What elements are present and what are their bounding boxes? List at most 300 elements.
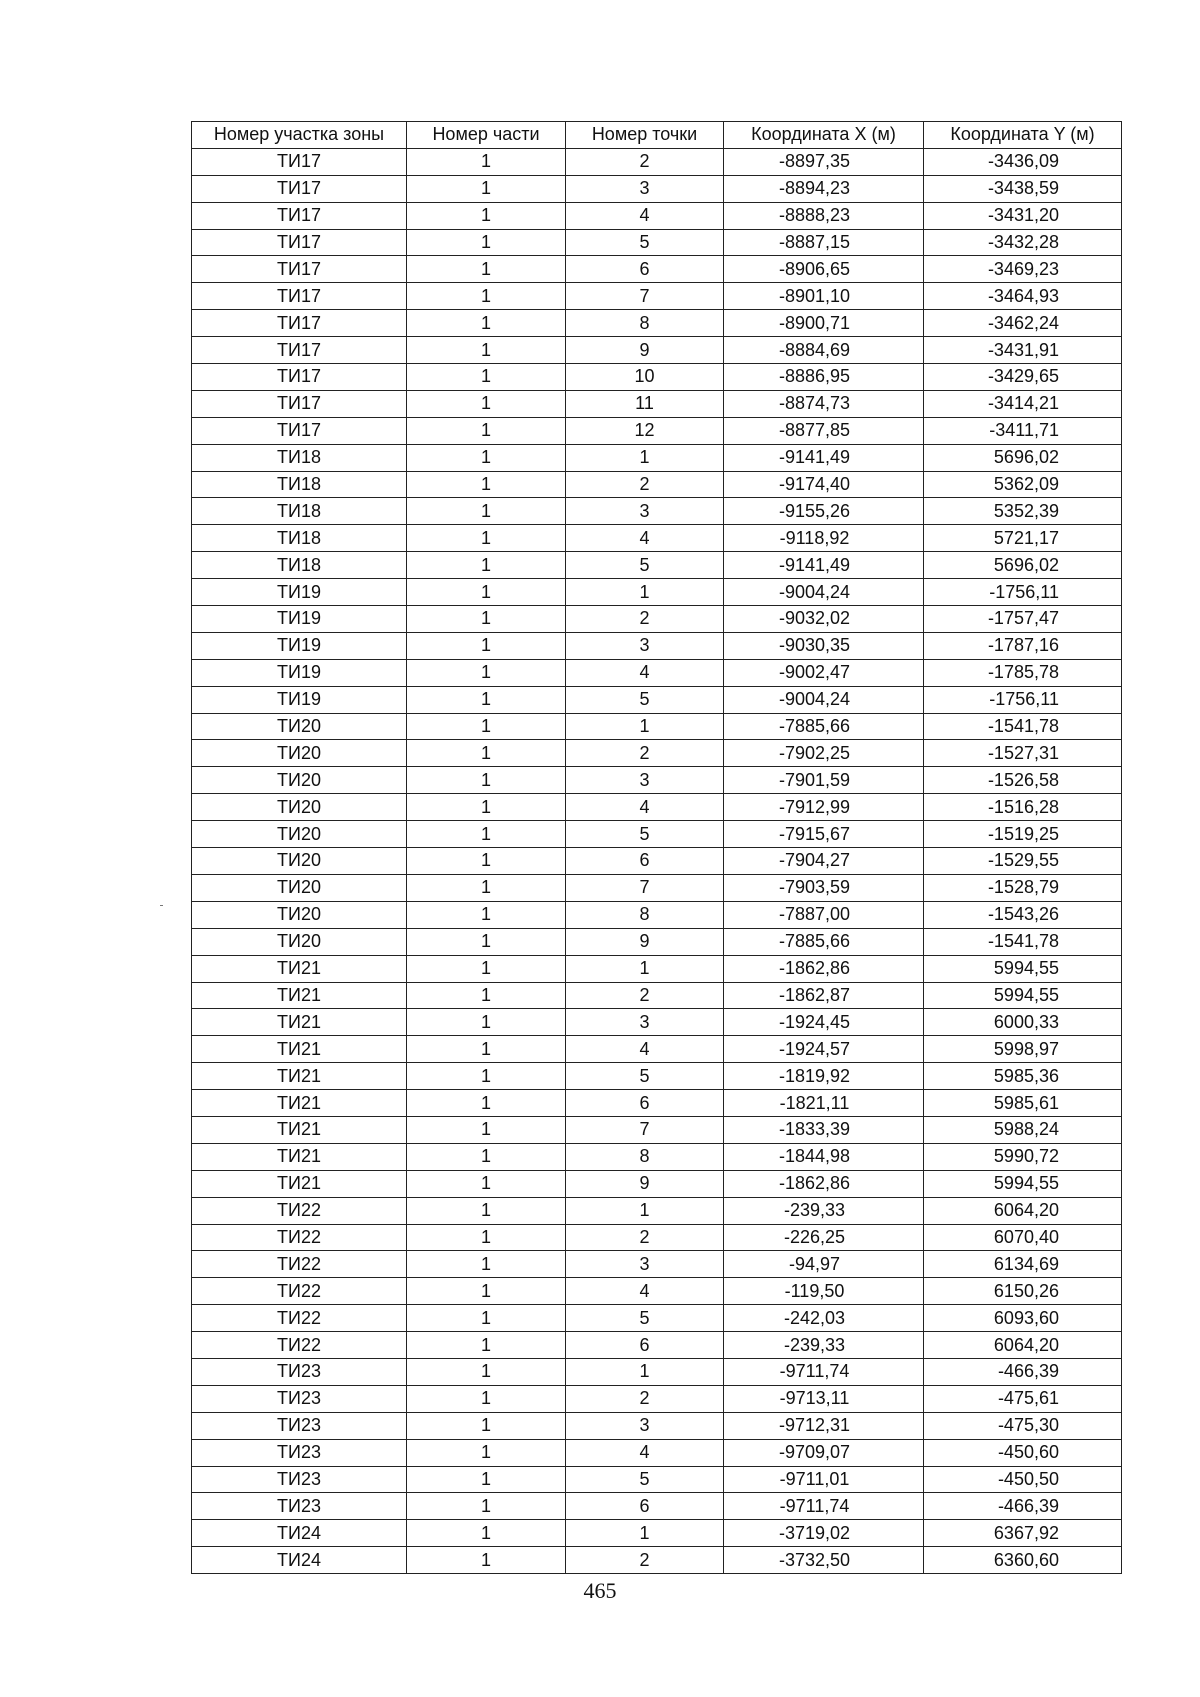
- coordinate-y-cell: 5352,39: [924, 498, 1122, 525]
- table-row: [192, 1305, 1122, 1332]
- zone-cell: ТИ23: [192, 1466, 407, 1493]
- zone-cell: ТИ20: [192, 713, 407, 740]
- zone-cell: ТИ23: [192, 1439, 407, 1466]
- coordinate-y-cell: 6064,20: [924, 1197, 1122, 1224]
- part-cell: 1: [407, 202, 566, 229]
- part-cell: 1: [407, 606, 566, 633]
- zone-cell: ТИ21: [192, 1063, 407, 1090]
- table-row: [192, 632, 1122, 659]
- coordinate-x-cell: -9141,49: [724, 444, 924, 471]
- coordinate-y-cell: -1757,47: [924, 606, 1122, 633]
- point-cell: 9: [566, 337, 724, 364]
- zone-cell: ТИ18: [192, 498, 407, 525]
- coordinate-x-cell: -7885,66: [724, 713, 924, 740]
- point-cell: 4: [566, 659, 724, 686]
- zone-cell: ТИ17: [192, 310, 407, 337]
- zone-cell: ТИ22: [192, 1332, 407, 1359]
- table-row: [192, 175, 1122, 202]
- table-row: [192, 1466, 1122, 1493]
- coordinate-y-cell: 6093,60: [924, 1305, 1122, 1332]
- coordinate-y-cell: -3429,65: [924, 364, 1122, 391]
- coordinate-x-cell: -9711,74: [724, 1493, 924, 1520]
- point-cell: 5: [566, 686, 724, 713]
- coordinate-y-cell: 6134,69: [924, 1251, 1122, 1278]
- coordinate-x-cell: -242,03: [724, 1305, 924, 1332]
- table-row: [192, 848, 1122, 875]
- coordinate-y-cell: -1528,79: [924, 874, 1122, 901]
- zone-cell: ТИ22: [192, 1305, 407, 1332]
- table-row: [192, 955, 1122, 982]
- zone-cell: ТИ19: [192, 579, 407, 606]
- part-cell: 1: [407, 1197, 566, 1224]
- coordinate-x-cell: -8877,85: [724, 417, 924, 444]
- coordinate-y-cell: 5985,36: [924, 1063, 1122, 1090]
- coordinate-y-cell: -450,60: [924, 1439, 1122, 1466]
- part-cell: 1: [407, 417, 566, 444]
- point-cell: 6: [566, 1090, 724, 1117]
- coordinate-x-cell: -239,33: [724, 1332, 924, 1359]
- part-cell: 1: [407, 498, 566, 525]
- point-cell: 2: [566, 1385, 724, 1412]
- part-cell: 1: [407, 579, 566, 606]
- coordinate-x-cell: -1862,86: [724, 1170, 924, 1197]
- coordinate-x-cell: -7887,00: [724, 901, 924, 928]
- point-cell: 8: [566, 310, 724, 337]
- coordinate-x-cell: -8887,15: [724, 229, 924, 256]
- zone-cell: ТИ22: [192, 1224, 407, 1251]
- zone-cell: ТИ17: [192, 202, 407, 229]
- coordinate-x-cell: -8897,35: [724, 148, 924, 175]
- part-cell: 1: [407, 256, 566, 283]
- zone-cell: ТИ19: [192, 632, 407, 659]
- coordinate-x-cell: -7903,59: [724, 874, 924, 901]
- header-zone-section: Номер участка зоны: [192, 122, 407, 149]
- coordinate-y-cell: 5994,55: [924, 1170, 1122, 1197]
- zone-cell: ТИ23: [192, 1412, 407, 1439]
- table-row: [192, 364, 1122, 391]
- zone-cell: ТИ19: [192, 606, 407, 633]
- point-cell: 6: [566, 848, 724, 875]
- point-cell: 7: [566, 283, 724, 310]
- coordinate-x-cell: -9004,24: [724, 686, 924, 713]
- zone-cell: ТИ21: [192, 982, 407, 1009]
- table-row: [192, 148, 1122, 175]
- zone-cell: ТИ20: [192, 767, 407, 794]
- table-row: [192, 1493, 1122, 1520]
- table-row: [192, 1197, 1122, 1224]
- header-point-number: Номер точки: [566, 122, 724, 149]
- part-cell: 1: [407, 740, 566, 767]
- coordinate-x-cell: -9004,24: [724, 579, 924, 606]
- zone-cell: ТИ17: [192, 390, 407, 417]
- point-cell: 1: [566, 713, 724, 740]
- point-cell: 3: [566, 1251, 724, 1278]
- coordinate-y-cell: 5994,55: [924, 955, 1122, 982]
- header-part-number: Номер части: [407, 122, 566, 149]
- point-cell: 2: [566, 740, 724, 767]
- coordinate-x-cell: -8901,10: [724, 283, 924, 310]
- table-row: [192, 821, 1122, 848]
- part-cell: 1: [407, 686, 566, 713]
- point-cell: 5: [566, 1063, 724, 1090]
- point-cell: 4: [566, 525, 724, 552]
- zone-cell: ТИ21: [192, 1170, 407, 1197]
- zone-cell: ТИ20: [192, 901, 407, 928]
- zone-cell: ТИ17: [192, 229, 407, 256]
- zone-cell: ТИ21: [192, 1036, 407, 1063]
- coordinate-y-cell: -475,61: [924, 1385, 1122, 1412]
- coordinate-y-cell: 5988,24: [924, 1116, 1122, 1143]
- coordinate-x-cell: -7902,25: [724, 740, 924, 767]
- zone-cell: ТИ21: [192, 955, 407, 982]
- part-cell: 1: [407, 1305, 566, 1332]
- point-cell: 4: [566, 1036, 724, 1063]
- part-cell: 1: [407, 1466, 566, 1493]
- point-cell: 3: [566, 498, 724, 525]
- coordinate-y-cell: -1527,31: [924, 740, 1122, 767]
- coordinate-x-cell: -9030,35: [724, 632, 924, 659]
- zone-cell: ТИ20: [192, 874, 407, 901]
- point-cell: 5: [566, 552, 724, 579]
- table-row: [192, 767, 1122, 794]
- point-cell: 4: [566, 794, 724, 821]
- coordinate-x-cell: -1844,98: [724, 1143, 924, 1170]
- part-cell: 1: [407, 364, 566, 391]
- part-cell: 1: [407, 1520, 566, 1547]
- coordinate-x-cell: -239,33: [724, 1197, 924, 1224]
- coordinate-x-cell: -7901,59: [724, 767, 924, 794]
- coordinate-y-cell: -1785,78: [924, 659, 1122, 686]
- table-row: [192, 686, 1122, 713]
- table-row: [192, 982, 1122, 1009]
- part-cell: 1: [407, 1332, 566, 1359]
- coordinate-y-cell: -3414,21: [924, 390, 1122, 417]
- coordinate-y-cell: 5985,61: [924, 1090, 1122, 1117]
- coordinate-x-cell: -9709,07: [724, 1439, 924, 1466]
- part-cell: 1: [407, 1547, 566, 1574]
- point-cell: 7: [566, 1116, 724, 1143]
- coordinate-y-cell: 6000,33: [924, 1009, 1122, 1036]
- part-cell: 1: [407, 982, 566, 1009]
- part-cell: 1: [407, 1143, 566, 1170]
- table-row: [192, 525, 1122, 552]
- point-cell: 2: [566, 148, 724, 175]
- table-row: [192, 659, 1122, 686]
- zone-cell: ТИ20: [192, 848, 407, 875]
- zone-cell: ТИ23: [192, 1385, 407, 1412]
- table-row: [192, 1063, 1122, 1090]
- table-row: [192, 229, 1122, 256]
- coordinate-x-cell: -3732,50: [724, 1547, 924, 1574]
- part-cell: 1: [407, 1224, 566, 1251]
- coordinate-y-cell: -1516,28: [924, 794, 1122, 821]
- coordinate-y-cell: -3431,91: [924, 337, 1122, 364]
- point-cell: 5: [566, 821, 724, 848]
- zone-cell: ТИ24: [192, 1547, 407, 1574]
- part-cell: 1: [407, 1385, 566, 1412]
- zone-cell: ТИ24: [192, 1520, 407, 1547]
- point-cell: 6: [566, 256, 724, 283]
- table-row: [192, 1170, 1122, 1197]
- part-cell: 1: [407, 794, 566, 821]
- coordinate-x-cell: -8888,23: [724, 202, 924, 229]
- point-cell: 12: [566, 417, 724, 444]
- coordinate-x-cell: -7915,67: [724, 821, 924, 848]
- coordinate-y-cell: -1526,58: [924, 767, 1122, 794]
- coordinates-table: [191, 121, 1122, 1574]
- table-row: [192, 874, 1122, 901]
- coordinate-y-cell: -1756,11: [924, 686, 1122, 713]
- coordinate-x-cell: -8884,69: [724, 337, 924, 364]
- table-row: [192, 256, 1122, 283]
- coordinate-x-cell: -9711,74: [724, 1358, 924, 1385]
- part-cell: 1: [407, 901, 566, 928]
- coordinate-x-cell: -9155,26: [724, 498, 924, 525]
- part-cell: 1: [407, 444, 566, 471]
- point-cell: 4: [566, 1278, 724, 1305]
- part-cell: 1: [407, 337, 566, 364]
- part-cell: 1: [407, 552, 566, 579]
- coordinate-y-cell: 5696,02: [924, 444, 1122, 471]
- zone-cell: ТИ22: [192, 1197, 407, 1224]
- coordinate-x-cell: -1862,87: [724, 982, 924, 1009]
- table-row: [192, 1547, 1122, 1574]
- table-row: [192, 901, 1122, 928]
- zone-cell: ТИ20: [192, 794, 407, 821]
- point-cell: 3: [566, 632, 724, 659]
- point-cell: 3: [566, 767, 724, 794]
- table-row: [192, 552, 1122, 579]
- coordinate-y-cell: -1519,25: [924, 821, 1122, 848]
- part-cell: 1: [407, 1439, 566, 1466]
- coordinate-y-cell: -1541,78: [924, 928, 1122, 955]
- coordinate-x-cell: -94,97: [724, 1251, 924, 1278]
- table-body: [192, 148, 1122, 1573]
- part-cell: 1: [407, 821, 566, 848]
- point-cell: 3: [566, 175, 724, 202]
- point-cell: 5: [566, 1466, 724, 1493]
- coordinate-y-cell: -1787,16: [924, 632, 1122, 659]
- coordinate-y-cell: 5721,17: [924, 525, 1122, 552]
- coordinate-x-cell: -1821,11: [724, 1090, 924, 1117]
- coordinate-x-cell: -9032,02: [724, 606, 924, 633]
- part-cell: 1: [407, 659, 566, 686]
- coordinate-x-cell: -8906,65: [724, 256, 924, 283]
- table-row: [192, 498, 1122, 525]
- point-cell: 1: [566, 444, 724, 471]
- table-row: [192, 1332, 1122, 1359]
- table-row: [192, 1036, 1122, 1063]
- coordinate-x-cell: -1819,92: [724, 1063, 924, 1090]
- coordinate-x-cell: -9118,92: [724, 525, 924, 552]
- part-cell: 1: [407, 148, 566, 175]
- zone-cell: ТИ19: [192, 659, 407, 686]
- zone-cell: ТИ21: [192, 1009, 407, 1036]
- part-cell: 1: [407, 1493, 566, 1520]
- coordinate-y-cell: -466,39: [924, 1358, 1122, 1385]
- point-cell: 6: [566, 1493, 724, 1520]
- part-cell: 1: [407, 713, 566, 740]
- zone-cell: ТИ18: [192, 444, 407, 471]
- part-cell: 1: [407, 1358, 566, 1385]
- table-row: [192, 337, 1122, 364]
- part-cell: 1: [407, 767, 566, 794]
- point-cell: 10: [566, 364, 724, 391]
- zone-cell: ТИ18: [192, 552, 407, 579]
- part-cell: 1: [407, 390, 566, 417]
- coordinate-y-cell: 5990,72: [924, 1143, 1122, 1170]
- scan-margin-mark: [160, 905, 163, 906]
- part-cell: 1: [407, 1116, 566, 1143]
- part-cell: 1: [407, 874, 566, 901]
- coordinate-x-cell: -8886,95: [724, 364, 924, 391]
- table-row: [192, 1520, 1122, 1547]
- part-cell: 1: [407, 955, 566, 982]
- part-cell: 1: [407, 525, 566, 552]
- coordinate-y-cell: -1529,55: [924, 848, 1122, 875]
- part-cell: 1: [407, 283, 566, 310]
- table-row: [192, 1143, 1122, 1170]
- coordinate-x-cell: -9002,47: [724, 659, 924, 686]
- zone-cell: ТИ17: [192, 256, 407, 283]
- point-cell: 9: [566, 928, 724, 955]
- zone-cell: ТИ19: [192, 686, 407, 713]
- point-cell: 2: [566, 982, 724, 1009]
- table-row: [192, 740, 1122, 767]
- coordinate-x-cell: -9712,31: [724, 1412, 924, 1439]
- coordinate-x-cell: -8894,23: [724, 175, 924, 202]
- page-number: 465: [583, 1578, 617, 1603]
- coordinate-y-cell: 6360,60: [924, 1547, 1122, 1574]
- coordinate-y-cell: -1543,26: [924, 901, 1122, 928]
- coordinate-y-cell: 6064,20: [924, 1332, 1122, 1359]
- coordinate-y-cell: -475,30: [924, 1412, 1122, 1439]
- point-cell: 5: [566, 1305, 724, 1332]
- coordinate-x-cell: -9141,49: [724, 552, 924, 579]
- part-cell: 1: [407, 1090, 566, 1117]
- point-cell: 3: [566, 1009, 724, 1036]
- point-cell: 1: [566, 1197, 724, 1224]
- part-cell: 1: [407, 471, 566, 498]
- coordinate-y-cell: -3438,59: [924, 175, 1122, 202]
- coordinate-y-cell: -3436,09: [924, 148, 1122, 175]
- header-coordinate-x: Координата X (м): [724, 122, 924, 149]
- table-row: [192, 471, 1122, 498]
- table-row: [192, 1009, 1122, 1036]
- part-cell: 1: [407, 175, 566, 202]
- coordinate-x-cell: -1924,57: [724, 1036, 924, 1063]
- zone-cell: ТИ21: [192, 1090, 407, 1117]
- coordinate-y-cell: 6367,92: [924, 1520, 1122, 1547]
- coordinate-y-cell: -3432,28: [924, 229, 1122, 256]
- table-row: [192, 579, 1122, 606]
- zone-cell: ТИ17: [192, 175, 407, 202]
- coordinate-y-cell: -3462,24: [924, 310, 1122, 337]
- coordinate-y-cell: -3464,93: [924, 283, 1122, 310]
- zone-cell: ТИ20: [192, 740, 407, 767]
- zone-cell: ТИ17: [192, 337, 407, 364]
- coordinate-y-cell: 6150,26: [924, 1278, 1122, 1305]
- zone-cell: ТИ17: [192, 148, 407, 175]
- part-cell: 1: [407, 1412, 566, 1439]
- table-row: [192, 1224, 1122, 1251]
- table-row: [192, 606, 1122, 633]
- table-row: [192, 794, 1122, 821]
- coordinate-x-cell: -8900,71: [724, 310, 924, 337]
- coordinate-y-cell: 5362,09: [924, 471, 1122, 498]
- table-row: [192, 1251, 1122, 1278]
- zone-cell: ТИ18: [192, 525, 407, 552]
- point-cell: 2: [566, 1224, 724, 1251]
- part-cell: 1: [407, 928, 566, 955]
- coordinate-x-cell: -9713,11: [724, 1385, 924, 1412]
- coordinate-y-cell: -1541,78: [924, 713, 1122, 740]
- point-cell: 9: [566, 1170, 724, 1197]
- coordinate-x-cell: -8874,73: [724, 390, 924, 417]
- point-cell: 1: [566, 955, 724, 982]
- zone-cell: ТИ17: [192, 417, 407, 444]
- part-cell: 1: [407, 848, 566, 875]
- part-cell: 1: [407, 1036, 566, 1063]
- point-cell: 7: [566, 874, 724, 901]
- point-cell: 8: [566, 901, 724, 928]
- point-cell: 11: [566, 390, 724, 417]
- zone-cell: ТИ20: [192, 821, 407, 848]
- coordinate-x-cell: -7904,27: [724, 848, 924, 875]
- part-cell: 1: [407, 632, 566, 659]
- table-row: [192, 417, 1122, 444]
- zone-cell: ТИ22: [192, 1251, 407, 1278]
- header-coordinate-y: Координата Y (м): [924, 122, 1122, 149]
- point-cell: 1: [566, 1358, 724, 1385]
- coordinate-y-cell: 5994,55: [924, 982, 1122, 1009]
- part-cell: 1: [407, 229, 566, 256]
- point-cell: 1: [566, 579, 724, 606]
- coordinate-y-cell: -450,50: [924, 1466, 1122, 1493]
- zone-cell: ТИ23: [192, 1358, 407, 1385]
- zone-cell: ТИ17: [192, 364, 407, 391]
- point-cell: 1: [566, 1520, 724, 1547]
- table-row: [192, 928, 1122, 955]
- point-cell: 5: [566, 229, 724, 256]
- part-cell: 1: [407, 1251, 566, 1278]
- coordinate-y-cell: -3469,23: [924, 256, 1122, 283]
- table-row: [192, 310, 1122, 337]
- part-cell: 1: [407, 1009, 566, 1036]
- table-row: [192, 444, 1122, 471]
- zone-cell: ТИ22: [192, 1278, 407, 1305]
- table-row: [192, 713, 1122, 740]
- point-cell: 2: [566, 606, 724, 633]
- table-row: [192, 1278, 1122, 1305]
- coordinate-y-cell: 5998,97: [924, 1036, 1122, 1063]
- coordinate-y-cell: -1756,11: [924, 579, 1122, 606]
- coordinate-y-cell: 6070,40: [924, 1224, 1122, 1251]
- point-cell: 6: [566, 1332, 724, 1359]
- coordinate-x-cell: -9174,40: [724, 471, 924, 498]
- table-row: [192, 1412, 1122, 1439]
- table-row: [192, 1385, 1122, 1412]
- coordinate-y-cell: -3411,71: [924, 417, 1122, 444]
- table-row: [192, 390, 1122, 417]
- coordinate-x-cell: -119,50: [724, 1278, 924, 1305]
- coordinate-y-cell: -466,39: [924, 1493, 1122, 1520]
- zone-cell: ТИ17: [192, 283, 407, 310]
- point-cell: 3: [566, 1412, 724, 1439]
- coordinate-x-cell: -7912,99: [724, 794, 924, 821]
- part-cell: 1: [407, 1278, 566, 1305]
- table-row: [192, 1358, 1122, 1385]
